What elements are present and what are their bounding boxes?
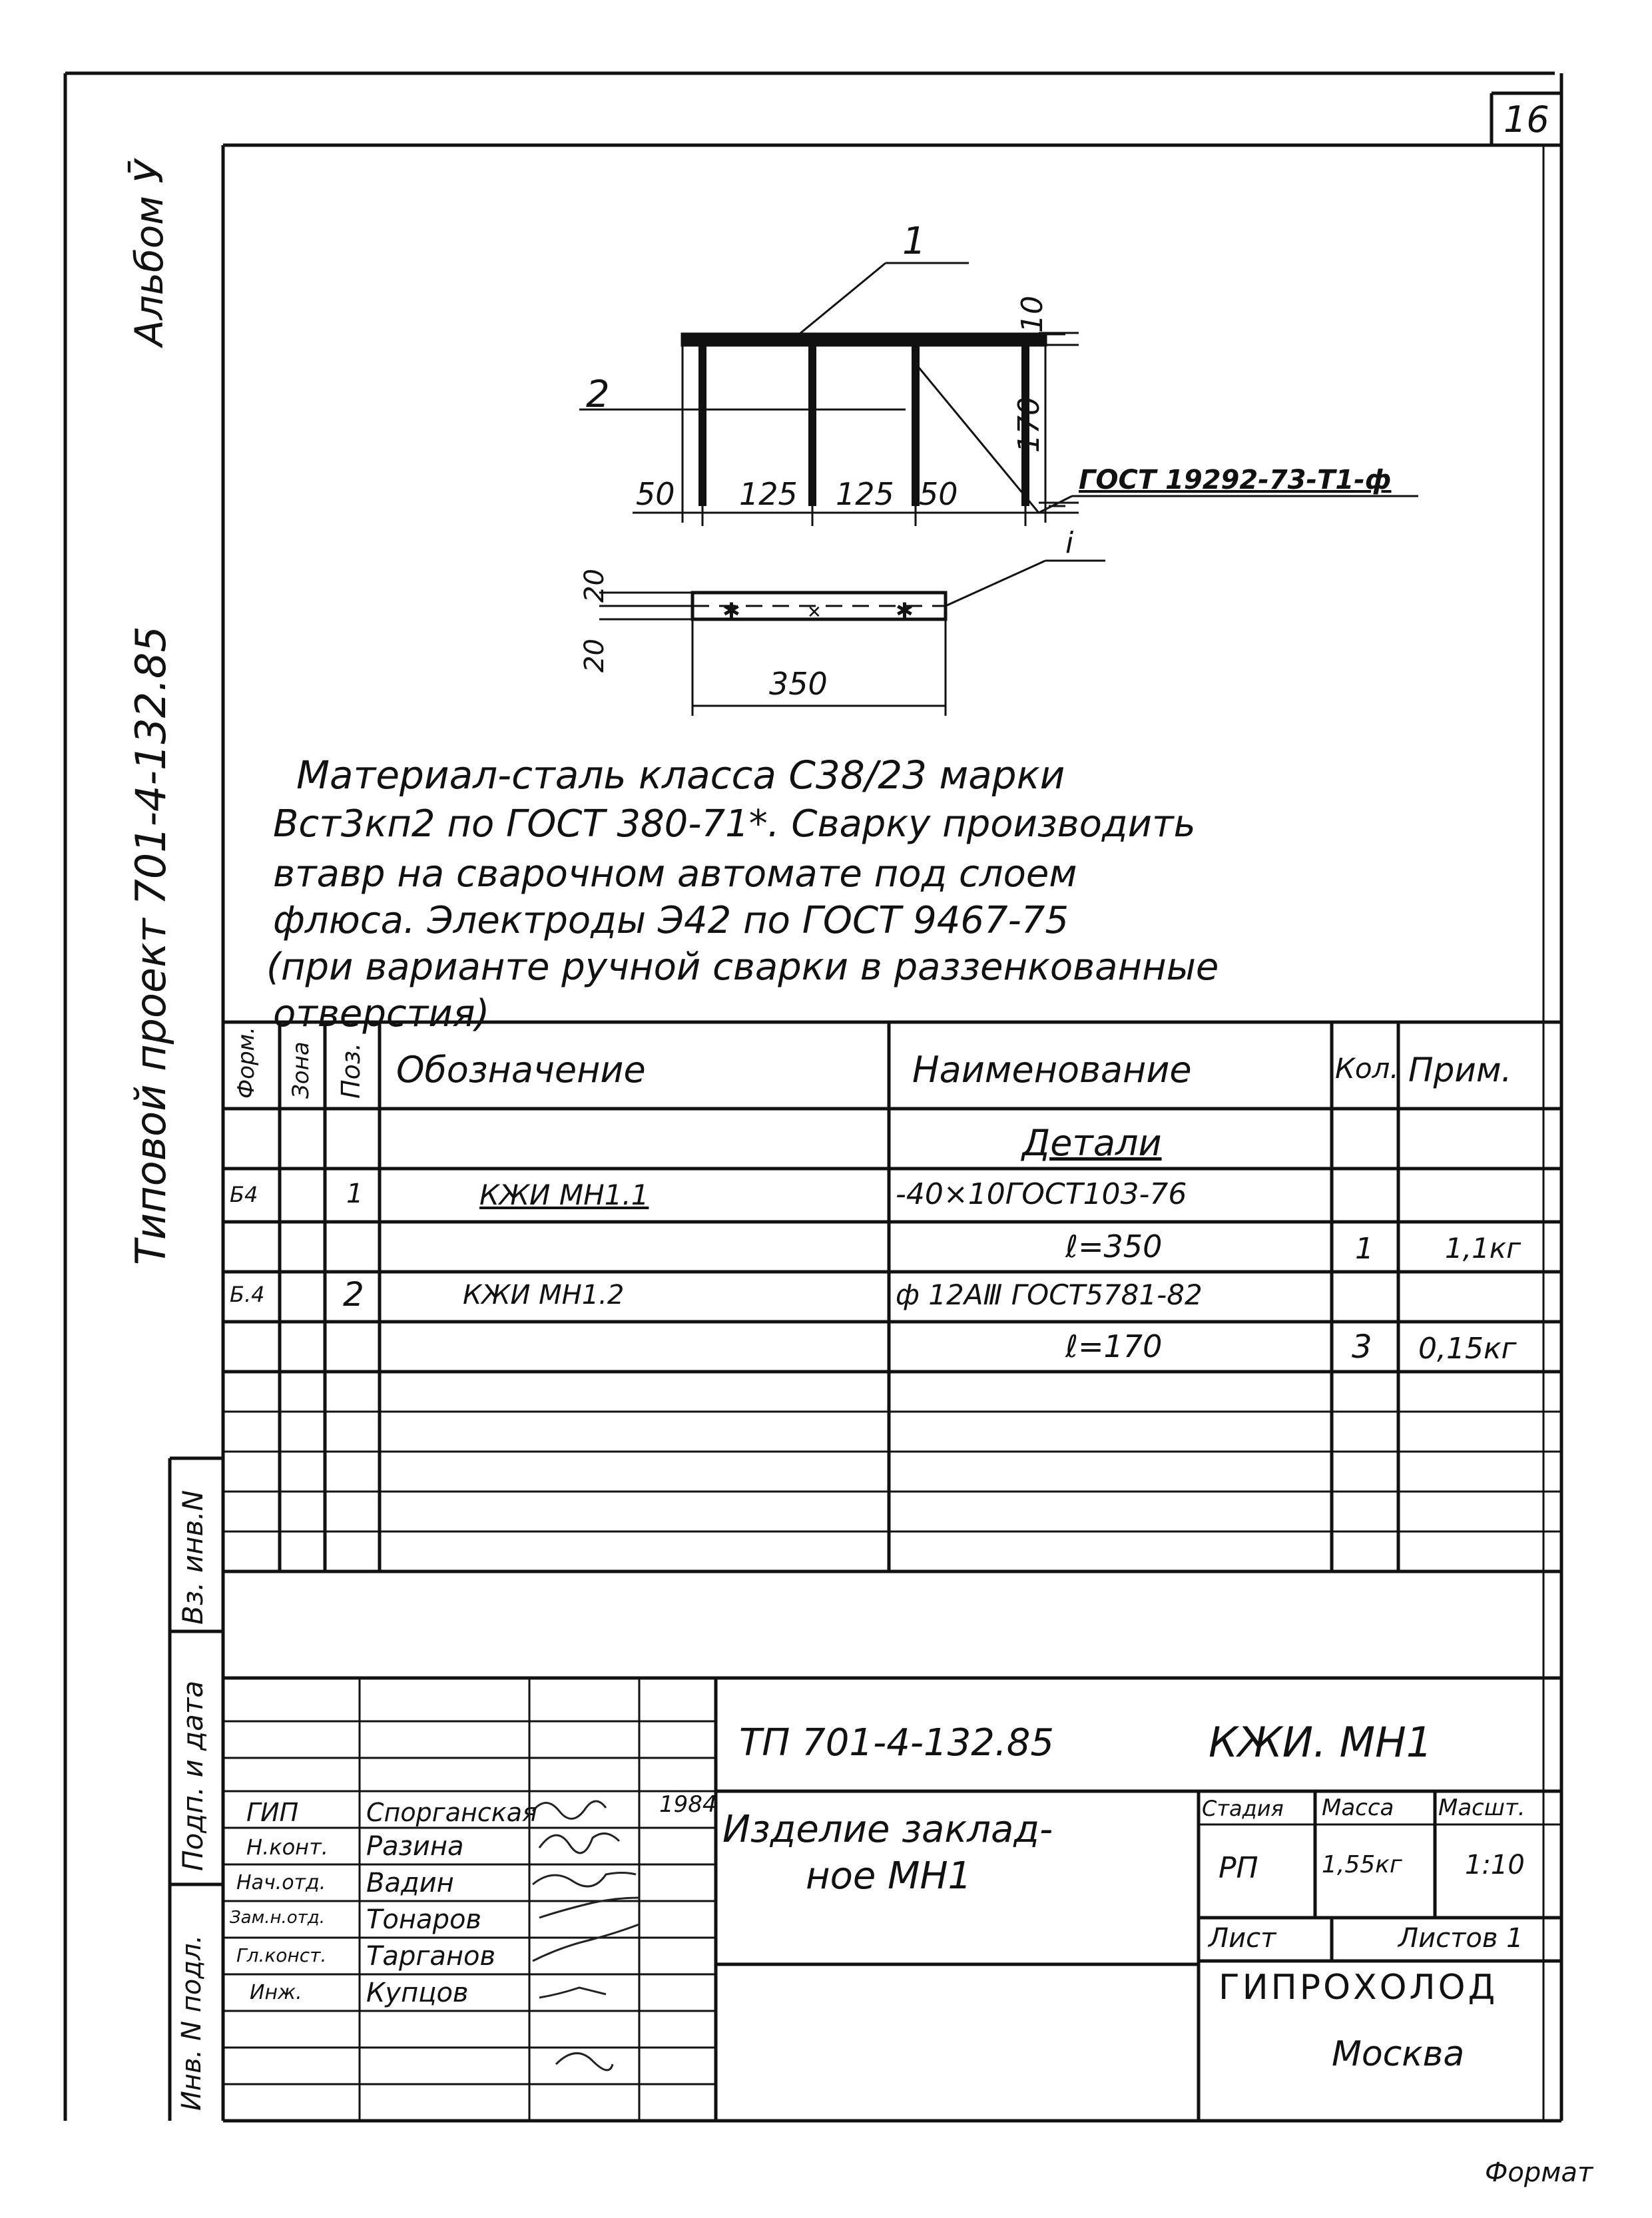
mass-value: 1,55кг [1322, 1851, 1402, 1878]
header-pos: Поз. [336, 1042, 366, 1099]
role-2: Н.конт. [246, 1834, 328, 1860]
note-line-5: (при варианте ручной сварки в раззенкованные [266, 946, 1219, 989]
header-qty: Кол. [1335, 1052, 1399, 1085]
person-1: Спорганская [366, 1798, 537, 1827]
mass-header: Масса [1322, 1795, 1394, 1821]
sheet-number: 16 [1504, 99, 1549, 140]
doc-code: ТП 701-4-132.85 [739, 1721, 1054, 1765]
org-name: ГИПРОХОЛОД [1219, 1968, 1498, 2008]
person-2: Разина [366, 1831, 464, 1862]
sheets-label: Листов 1 [1398, 1923, 1523, 1954]
weld-gost: ГОСТ 19292-73-Т1-ф [1079, 465, 1392, 495]
row-3-designation: КЖИ МН1.2 [463, 1280, 625, 1310]
row-4-qty: 3 [1352, 1328, 1372, 1366]
person-6: Купцов [366, 1978, 469, 2008]
dim-10: 10 [1015, 296, 1049, 333]
svg-text:✕: ✕ [807, 603, 822, 623]
item-name-1: Изделие заклад- [722, 1808, 1053, 1851]
scale-header: Масшт. [1438, 1795, 1525, 1821]
svg-text:✱: ✱ [722, 598, 740, 623]
sheet-label: Лист [1209, 1923, 1276, 1954]
row-1-designation: КЖИ МН1.1 [479, 1179, 649, 1211]
dim-50-right: 50 [919, 476, 958, 512]
signature-scribbles [533, 1801, 639, 2070]
stage-header: Стадия [1202, 1796, 1284, 1821]
album-label: Альбом Ӯ [127, 160, 172, 346]
person-5: Тарганов [366, 1941, 496, 1972]
note-line-4: флюса. Электроды Э42 по ГОСТ 9467-75 [273, 899, 1069, 942]
dim-170: 170 [1012, 397, 1046, 453]
note-line-1: Материал-сталь класса С38/23 марки [296, 752, 1065, 798]
strip-signature-date: Подп. и дата [176, 1680, 209, 1871]
dim-20-bottom: 20 [579, 639, 610, 673]
person-4: Тонаров [366, 1904, 482, 1935]
scale-value: 1:10 [1465, 1850, 1525, 1880]
strip-inv-no: Вз. инв.N [176, 1490, 209, 1625]
pos-1-plan-label: i [1065, 526, 1074, 560]
plan-view [599, 561, 1105, 716]
row-2-qty: 1 [1355, 1232, 1374, 1266]
role-6: Инж. [250, 1981, 302, 2004]
header-note: Прим. [1408, 1051, 1512, 1089]
dim-350: 350 [769, 666, 828, 702]
row-1-pos: 1 [346, 1179, 364, 1209]
dim-20-top: 20 [579, 569, 610, 603]
row-1-format: Б4 [230, 1182, 258, 1207]
strip-orig-inv: Инв. N подл. [176, 1934, 207, 2111]
role-3: Нач.отд. [236, 1871, 326, 1894]
approval-year: 1984 [659, 1791, 717, 1818]
row-3-pos: 2 [343, 1275, 364, 1314]
role-5: Гл.конст. [236, 1944, 327, 1966]
format-label: Формат [1485, 2157, 1593, 2188]
doc-mark: КЖИ. МН1 [1209, 1718, 1433, 1767]
dim-125-a: 125 [739, 476, 798, 512]
note-line-3: втавр на сварочном автомате под слоем [273, 852, 1077, 896]
person-3: Вадин [366, 1868, 454, 1898]
org-city: Москва [1332, 2034, 1465, 2074]
item-name-2: ное МН1 [806, 1854, 972, 1898]
dim-50-left: 50 [636, 476, 675, 512]
pos-1-label: 1 [902, 220, 926, 263]
header-designation: Обозначение [396, 1049, 646, 1091]
note-line-2: Вст3кп2 по ГОСТ 380-71*. Сварку производить [273, 802, 1196, 846]
section-title: Детали [1022, 1122, 1162, 1164]
stage-value: РП [1219, 1851, 1258, 1885]
row-2-name: ℓ=350 [1065, 1229, 1163, 1264]
role-1: ГИП [246, 1798, 299, 1827]
row-1-name: -40×10ГОСТ103-76 [896, 1177, 1187, 1211]
row-4-note: 0,15кг [1418, 1332, 1517, 1366]
svg-text:✱: ✱ [896, 598, 914, 623]
row-4-name: ℓ=170 [1065, 1328, 1163, 1364]
dim-125-b: 125 [836, 476, 894, 512]
header-zone: Зона [288, 1041, 314, 1099]
row-3-name: ф 12АⅢ ГОСТ5781-82 [896, 1278, 1203, 1311]
header-format: Форм. [233, 1026, 260, 1099]
pos-2-label: 2 [586, 373, 610, 416]
note-line-6: отверстия) [273, 992, 490, 1035]
row-2-note: 1,1кг [1445, 1232, 1521, 1264]
project-label: Типовой проект 701-4-132.85 [127, 626, 175, 1265]
header-name: Наименование [912, 1049, 1192, 1091]
role-4: Зам.н.отд. [230, 1908, 326, 1928]
row-3-format: Б.4 [230, 1282, 265, 1307]
